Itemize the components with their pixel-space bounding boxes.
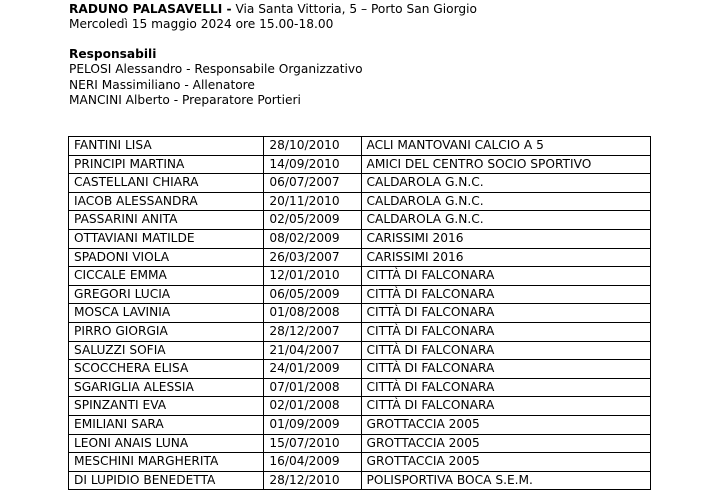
player-birthdate: 02/01/2008: [264, 397, 361, 416]
player-club: ACLI MANTOVANI CALCIO A 5: [361, 137, 651, 156]
player-name: GREGORI LUCIA: [69, 285, 264, 304]
player-row: [69, 174, 651, 193]
player-row: [69, 137, 651, 156]
event-title-line: [69, 2, 477, 17]
player-name: CASTELLANI CHIARA: [69, 174, 264, 193]
player-birthdate: 06/07/2007: [264, 174, 361, 193]
player-roster-body: [69, 137, 651, 490]
staff-member: PELOSI Alessandro - Responsabile Organizzativo: [69, 62, 363, 77]
player-birthdate: 21/04/2007: [264, 341, 361, 360]
player-club: CALDAROLA G.N.C.: [361, 211, 651, 230]
player-row: [69, 378, 651, 397]
player-row: [69, 304, 651, 323]
player-name: LEONI ANAIS LUNA: [69, 434, 264, 453]
player-name: SPINZANTI EVA: [69, 397, 264, 416]
player-club: GROTTACCIA 2005: [361, 434, 651, 453]
player-birthdate: 28/12/2007: [264, 322, 361, 341]
player-row: [69, 434, 651, 453]
player-club: POLISPORTIVA BOCA S.E.M.: [361, 471, 651, 490]
player-row: [69, 192, 651, 211]
player-club: CITTÀ DI FALCONARA: [361, 267, 651, 286]
player-name: PRINCIPI MARTINA: [69, 155, 264, 174]
player-row: [69, 397, 651, 416]
player-name: DI LUPIDIO BENEDETTA: [69, 471, 264, 490]
player-name: MESCHINI MARGHERITA: [69, 453, 264, 472]
player-row: [69, 155, 651, 174]
player-name: CICCALE EMMA: [69, 267, 264, 286]
event-header: [69, 2, 477, 32]
player-club: CITTÀ DI FALCONARA: [361, 378, 651, 397]
staff-member: NERI Massimiliano - Allenatore: [69, 77, 255, 92]
player-row: [69, 341, 651, 360]
player-birthdate: 07/01/2008: [264, 378, 361, 397]
player-birthdate: 24/01/2009: [264, 360, 361, 379]
player-name: MOSCA LAVINIA: [69, 304, 264, 323]
player-name: FANTINI LISA: [69, 137, 264, 156]
player-club: CITTÀ DI FALCONARA: [361, 360, 651, 379]
player-row: [69, 471, 651, 490]
player-birthdate: 08/02/2009: [264, 229, 361, 248]
player-row: [69, 322, 651, 341]
event-date-time: Mercoledì 15 maggio 2024 ore 15.00-18.00: [69, 17, 334, 31]
player-name: SGARIGLIA ALESSIA: [69, 378, 264, 397]
player-club: CARISSIMI 2016: [361, 248, 651, 267]
player-name: PIRRO GIORGIA: [69, 322, 264, 341]
player-club: GROTTACCIA 2005: [361, 453, 651, 472]
player-row: [69, 229, 651, 248]
event-address: Via Santa Vittoria, 5 – Porto San Giorgio: [235, 2, 477, 16]
player-birthdate: 12/01/2010: [264, 267, 361, 286]
player-row: [69, 248, 651, 267]
player-birthdate: 15/07/2010: [264, 434, 361, 453]
player-birthdate: 20/11/2010: [264, 192, 361, 211]
player-roster-table: [68, 136, 651, 490]
player-club: CALDAROLA G.N.C.: [361, 192, 651, 211]
player-name: OTTAVIANI MATILDE: [69, 229, 264, 248]
staff-member: MANCINI Alberto - Preparatore Portieri: [69, 92, 301, 107]
player-name: EMILIANI SARA: [69, 415, 264, 434]
player-row: [69, 453, 651, 472]
player-club: CITTÀ DI FALCONARA: [361, 322, 651, 341]
player-club: AMICI DEL CENTRO SOCIO SPORTIVO: [361, 155, 651, 174]
player-birthdate: 06/05/2009: [264, 285, 361, 304]
player-birthdate: 01/09/2009: [264, 415, 361, 434]
player-name: SCOCCHERA ELISA: [69, 360, 264, 379]
player-row: [69, 360, 651, 379]
player-row: [69, 211, 651, 230]
player-club: CITTÀ DI FALCONARA: [361, 341, 651, 360]
player-club: CITTÀ DI FALCONARA: [361, 397, 651, 416]
player-name: SALUZZI SOFIA: [69, 341, 264, 360]
player-club: CARISSIMI 2016: [361, 229, 651, 248]
staff-section: [69, 47, 363, 108]
player-club: CITTÀ DI FALCONARA: [361, 285, 651, 304]
player-club: CALDAROLA G.N.C.: [361, 174, 651, 193]
player-club: GROTTACCIA 2005: [361, 415, 651, 434]
player-name: IACOB ALESSANDRA: [69, 192, 264, 211]
player-row: [69, 267, 651, 286]
player-birthdate: 28/10/2010: [264, 137, 361, 156]
player-birthdate: 14/09/2010: [264, 155, 361, 174]
player-birthdate: 28/12/2010: [264, 471, 361, 490]
player-birthdate: 02/05/2009: [264, 211, 361, 230]
event-title: RADUNO PALASAVELLI -: [69, 2, 232, 16]
player-row: [69, 415, 651, 434]
player-birthdate: 01/08/2008: [264, 304, 361, 323]
staff-title: Responsabili: [69, 47, 157, 61]
player-birthdate: 26/03/2007: [264, 248, 361, 267]
player-row: [69, 285, 651, 304]
player-club: CITTÀ DI FALCONARA: [361, 304, 651, 323]
player-name: PASSARINI ANITA: [69, 211, 264, 230]
player-name: SPADONI VIOLA: [69, 248, 264, 267]
player-birthdate: 16/04/2009: [264, 453, 361, 472]
